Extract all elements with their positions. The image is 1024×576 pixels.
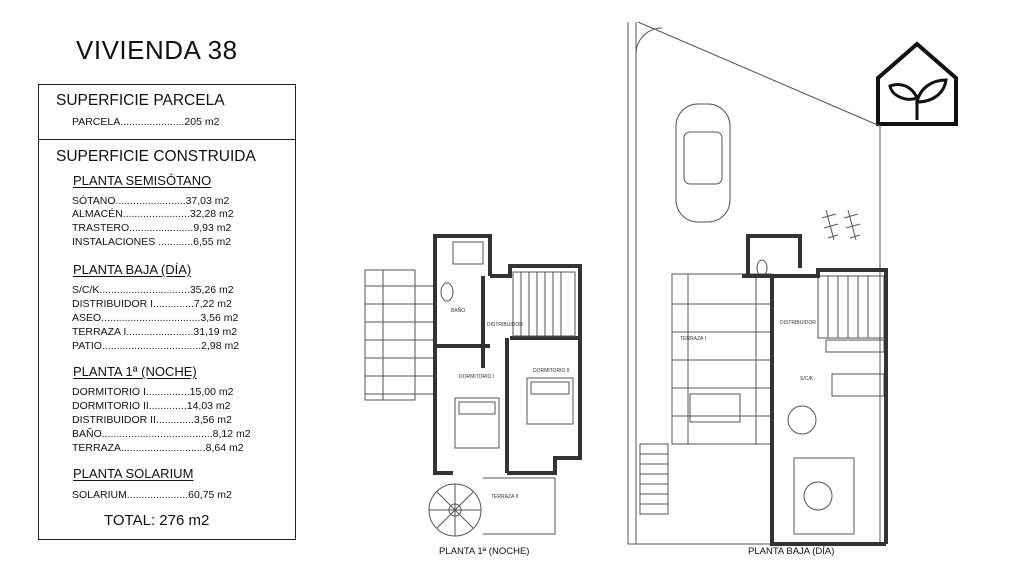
section-heading-solarium: PLANTA SOLARIUM (73, 466, 194, 481)
parcela-heading: SUPERFICIE PARCELA (56, 92, 225, 109)
room-label-sck: S/C/K (800, 376, 814, 382)
list-item: TRASTERO......................9,93 m2 (72, 222, 232, 234)
list-item: DORMITORIO I...............15,00 m2 (72, 386, 234, 398)
section-heading-baja: PLANTA BAJA (DÍA) (73, 262, 192, 277)
room-label-terraza-2: TERRAZA II (491, 494, 519, 500)
room-label-distribuidor: DISTRIBUIDOR (487, 322, 523, 328)
plan-label-noche: PLANTA 1ª (NOCHE) (439, 546, 530, 557)
list-item: SOLARIUM.....................60,75 m2 (72, 489, 232, 501)
construida-heading: SUPERFICIE CONSTRUIDA (56, 148, 256, 165)
list-item: INSTALACIONES ............6,55 m2 (72, 236, 232, 248)
floor-plan-noche (355, 228, 585, 548)
list-item: DORMITORIO II.............14,03 m2 (72, 400, 231, 412)
total-surface: TOTAL: 276 m2 (104, 512, 210, 529)
list-item: SÓTANO........................37,03 m2 (72, 195, 230, 207)
room-label-dormitorio-2: DORMITORIO II (533, 368, 570, 374)
floor-plan-baja (618, 14, 903, 550)
list-item: ASEO..................................3,56 m2 (72, 312, 239, 324)
list-item: S/C/K...............................35,26 m2 (72, 284, 234, 296)
list-item: DISTRIBUIDOR II.............3,56 m2 (72, 414, 232, 426)
room-label-dormitorio-1: DORMITORIO I (459, 374, 495, 380)
room-label-bano: BAÑO (451, 308, 466, 314)
room-label-distribuidor-baja: DISTRIBUIDOR (780, 320, 816, 326)
plan-label-baja: PLANTA BAJA (DÍA) (748, 546, 835, 557)
page-title: VIVIENDA 38 (76, 35, 238, 65)
list-item: DISTRIBUIDOR I..............7,22 m2 (72, 298, 232, 310)
list-item: TERRAZA.............................8,64 m2 (72, 442, 244, 454)
list-item: TERRAZA I.......................31,19 m2 (72, 326, 238, 338)
list-item: PATIO..................................2,98 m2 (72, 340, 240, 352)
parcela-row: PARCELA......................205 m2 (72, 116, 220, 128)
list-item: ALMACÉN.......................32,28 m2 (72, 208, 234, 220)
room-label-terraza-1: TERRAZA I (680, 336, 706, 342)
table-divider (38, 139, 296, 140)
section-heading-semisotano: PLANTA SEMISÓTANO (73, 173, 212, 188)
section-heading-noche: PLANTA 1ª (NOCHE) (73, 364, 197, 379)
list-item: BAÑO......................................8,12 m2 (72, 428, 251, 440)
